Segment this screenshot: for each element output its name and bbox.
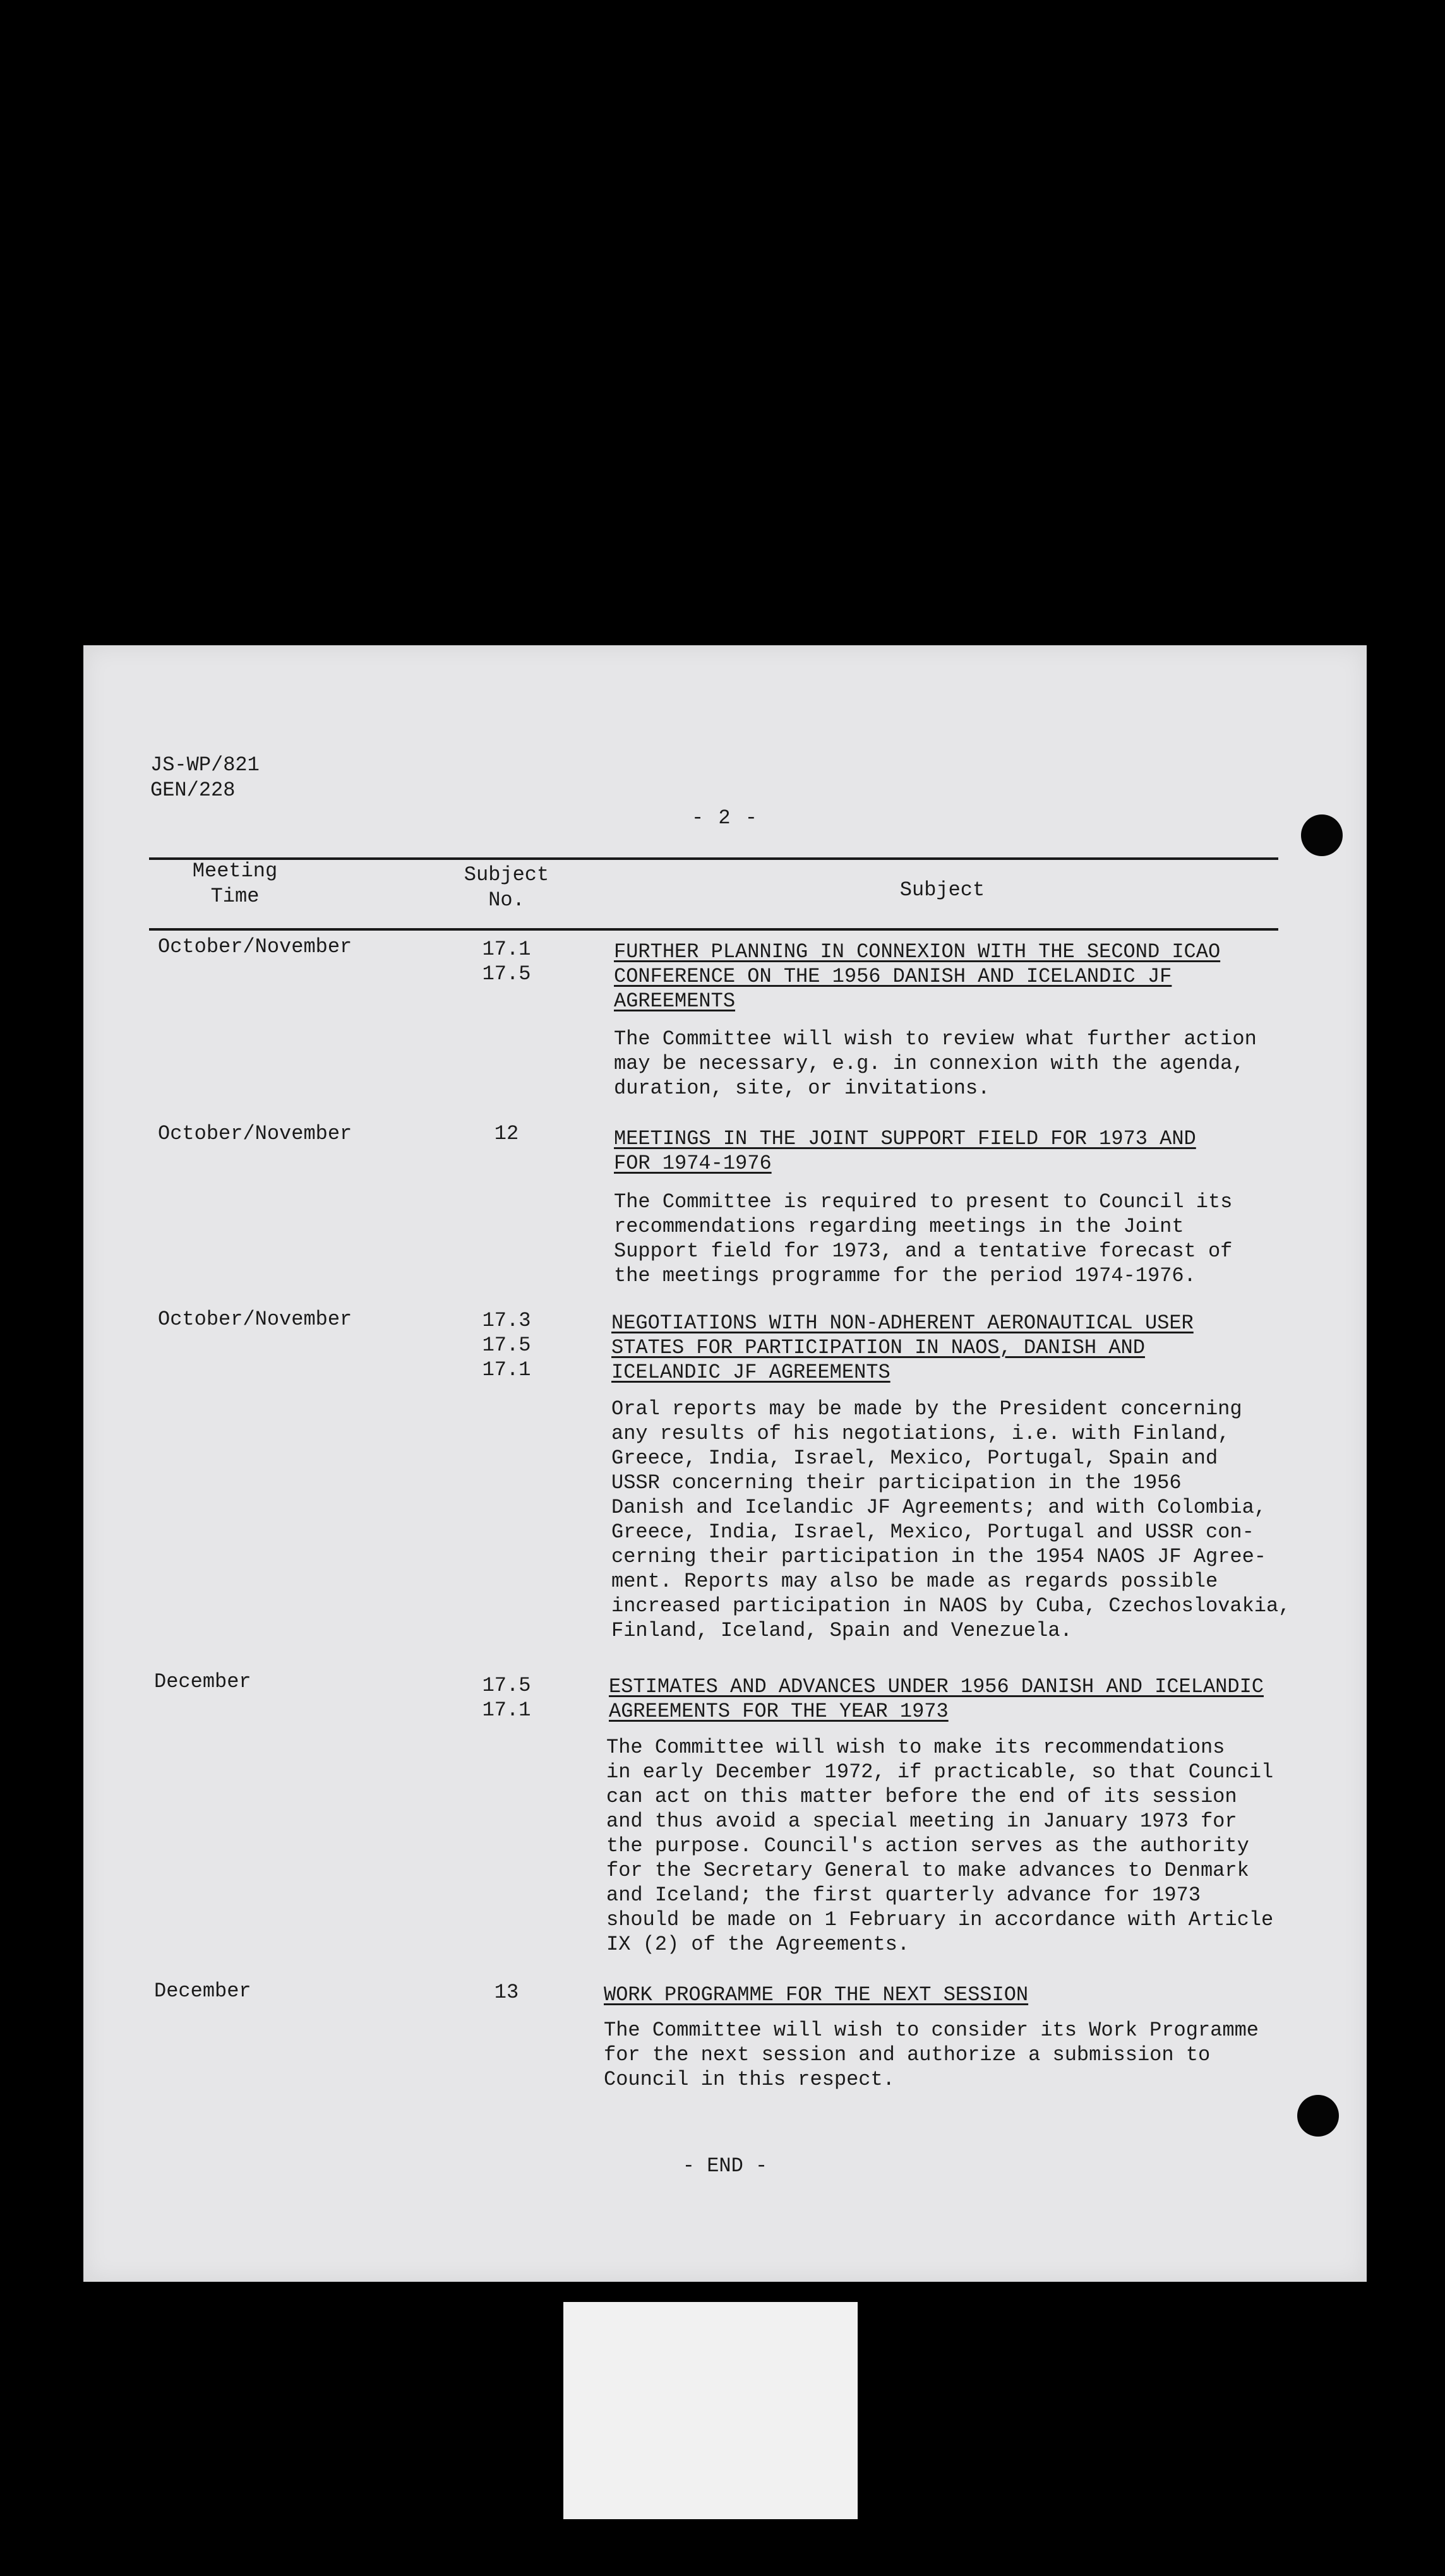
punch-hole-bottom: [1297, 2095, 1339, 2137]
scanned-page: [83, 645, 1367, 2282]
row-1-time: October/November: [158, 935, 352, 958]
doc-ref-line-2: GEN/228: [150, 778, 236, 802]
doc-ref-line-1: JS-WP/821: [150, 753, 260, 777]
row-1-title: FURTHER PLANNING IN CONNEXION WITH THE SECOND ICAO CONFERENCE ON THE 1956 DANISH AND ICELANDIC JF AGREEMENTS: [614, 940, 1221, 1013]
row-5-subject-numbers: 13: [494, 1981, 519, 2004]
page-number: - 2 -: [691, 806, 758, 830]
row-1-subject-numbers: 17.1 17.5: [482, 938, 531, 986]
row-4-body: The Committee will wish to make its recommendations in early December 1972, if practicable, so that Council can act on this matter before the end of its session and thus avoid a special meeting in January 1973 for the purpose. Council's action serves as the authority for the Secretary General to make advances to Denmark and Iceland; the first quarterly advance for 1973 should be made on 1 February in accordance with Article IX (2) of the Agreements.: [606, 1736, 1274, 1956]
row-5-body: The Committee will wish to consider its Work Programme for the next session and authorize a submission to Council in this respect.: [604, 2018, 1259, 2091]
row-5-time: December: [154, 1979, 251, 2003]
header-subject-no: Subject No.: [464, 863, 549, 912]
row-2-time: October/November: [158, 1122, 352, 1145]
document-reference: [150, 753, 260, 803]
header-subject: Subject: [899, 878, 985, 902]
row-3-time: October/November: [158, 1308, 352, 1331]
row-2-subject-numbers: 12: [494, 1122, 519, 1145]
row-4-time: December: [154, 1670, 251, 1693]
row-5-title: WORK PROGRAMME FOR THE NEXT SESSION: [604, 1983, 1029, 2007]
row-1-body: The Committee will wish to review what further action may be necessary, e.g. in connexion with the agenda, duration, site, or invitations.: [614, 1027, 1257, 1100]
table-header-rule: [149, 928, 1278, 931]
row-4-title: ESTIMATES AND ADVANCES UNDER 1956 DANISH AND ICELANDIC AGREEMENTS FOR THE YEAR 1973: [609, 1675, 1264, 1723]
row-2-body: The Committee is required to present to Council its recommendations regarding meetings in the Joint Support field for 1973, and a tentative forecast of the meetings programme for the period 1974-1976.: [614, 1190, 1233, 1287]
row-2-title: MEETINGS IN THE JOINT SUPPORT FIELD FOR 1973 AND FOR 1974-1976: [614, 1127, 1196, 1175]
row-3-body: Oral reports may be made by the President concerning any results of his negotiations, i.e. with Finland, Greece, India, Israel, Mexico, Portugal, Spain and USSR concerning their participation in the 1956 Danish and Icelandic JF Agreements; and with Colombia, Greece, India, Israel, Mexico, Portugal and USSR con- cerning their participation in the 1954 NAOS JF Agree- ment. Reports may also be made as regards possible increased participation in NAOS by Cuba, Czechoslovakia, Finland, Iceland, Spain and Venezuela.: [611, 1397, 1291, 1642]
header-meeting-time: Meeting Time: [192, 859, 278, 908]
row-3-title: NEGOTIATIONS WITH NON-ADHERENT AERONAUTICAL USER STATES FOR PARTICIPATION IN NAOS, DANISH AND ICELANDIC JF AGREEMENTS: [611, 1311, 1194, 1384]
row-3-subject-numbers: 17.3 17.5 17.1: [482, 1309, 531, 1381]
end-mark: - END -: [682, 2154, 768, 2178]
row-4-subject-numbers: 17.5 17.1: [482, 1674, 531, 1722]
white-card: [563, 2302, 858, 2519]
